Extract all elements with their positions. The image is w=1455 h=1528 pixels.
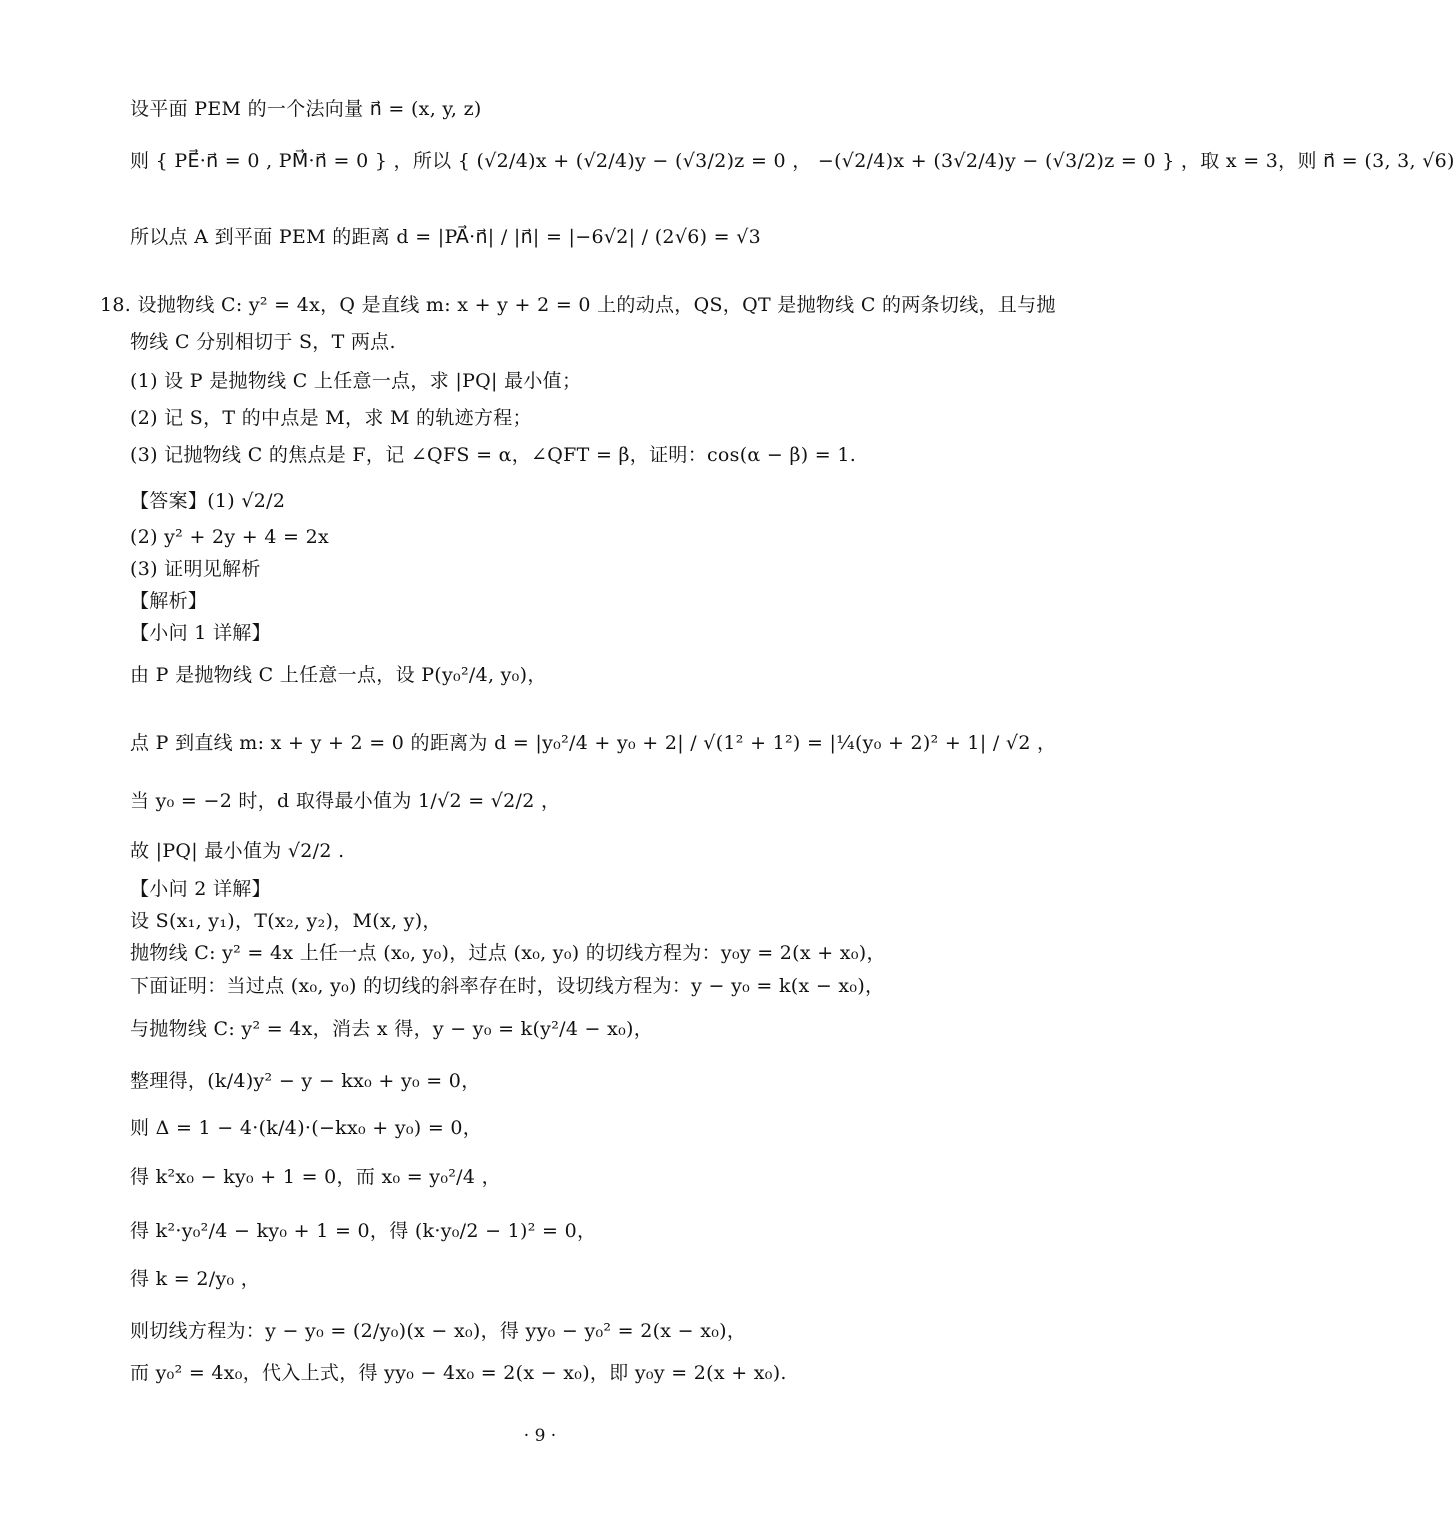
solution-line: 故 |PQ| 最小值为 √2/2 . [130, 840, 345, 862]
solution-line: 得 k²·y₀²/4 − ky₀ + 1 = 0，得 (k·y₀/2 − 1)² = 0， [130, 1220, 597, 1242]
solution-line: 与抛物线 C: y² = 4x，消去 x 得，y − y₀ = k(y²/4 − x₀)， [130, 1018, 654, 1040]
solution-line: 而 y₀² = 4x₀，代入上式，得 yy₀ − 4x₀ = 2(x − x₀)，即 y₀y = 2(x + x₀). [130, 1362, 787, 1384]
question-3: (3) 记抛物线 C 的焦点是 F，记 ∠QFS = α，∠QFT = β，证明：cos(α − β) = 1. [130, 444, 857, 466]
text-line-equation-system: 则 { PE⃗·n⃗ = 0 , PM⃗·n⃗ = 0 } ，所以 { (√2/4)x + (√2/4)y − (√3/2)z = 0 ， −(√2/4)x + (3√2/4)y − (√3/2)z = 0 } ，取 x = 3，则 n⃗ = (3, 3, √6) [130, 150, 1455, 172]
solution-line: 由 P 是抛物线 C 上任意一点，设 P(y₀²/4, y₀)， [130, 664, 547, 686]
solution-line: 整理得，(k/4)y² − y − kx₀ + y₀ = 0， [130, 1070, 481, 1092]
page-number: · 9 · [523, 1426, 557, 1446]
solution-line: 下面证明：当过点 (x₀, y₀) 的切线的斜率存在时，设切线方程为：y − y₀ = k(x − x₀)， [130, 975, 885, 997]
problem-18-statement-cont: 物线 C 分别相切于 S，T 两点. [130, 331, 396, 353]
solution-line: 点 P 到直线 m: x + y + 2 = 0 的距离为 d = |y₀²/4 + y₀ + 2| / √(1² + 1²) = |¼(y₀ + 2)² + 1| / √2 ， [130, 732, 1057, 754]
answer-3: (3) 证明见解析 [130, 558, 261, 580]
solution-line: 抛物线 C: y² = 4x 上任一点 (x₀, y₀)，过点 (x₀, y₀) 的切线方程为：y₀y = 2(x + x₀)， [130, 942, 886, 964]
text-line-distance: 所以点 A 到平面 PEM 的距离 d = |PA⃗·n⃗| / |n⃗| = |−6√2| / (2√6) = √3 [130, 226, 762, 248]
solution-line: 则 Δ = 1 − 4·(k/4)·(−kx₀ + y₀) = 0， [130, 1117, 483, 1139]
question-1: (1) 设 P 是抛物线 C 上任意一点，求 |PQ| 最小值； [130, 370, 582, 392]
analysis-heading: 【解析】 [130, 590, 208, 612]
subquestion-1-heading: 【小问 1 详解】 [130, 622, 271, 644]
answer-2: (2) y² + 2y + 4 = 2x [130, 526, 330, 548]
answer-1: 【答案】(1) √2/2 [130, 490, 286, 512]
solution-line: 当 y₀ = −2 时，d 取得最小值为 1/√2 = √2/2 ， [130, 790, 561, 812]
question-2: (2) 记 S，T 的中点是 M，求 M 的轨迹方程； [130, 407, 532, 429]
solution-line: 设 S(x₁, y₁)，T(x₂, y₂)，M(x, y)， [130, 910, 442, 932]
problem-18-statement: 18. 设抛物线 C: y² = 4x，Q 是直线 m: x + y + 2 = 0 上的动点，QS，QT 是抛物线 C 的两条切线，且与抛 [100, 294, 1056, 316]
solution-line: 得 k = 2/y₀ ， [130, 1268, 261, 1290]
subquestion-2-heading: 【小问 2 详解】 [130, 878, 271, 900]
solution-line: 得 k²x₀ − ky₀ + 1 = 0，而 x₀ = y₀²/4 ， [130, 1166, 501, 1188]
solution-line: 则切线方程为：y − y₀ = (2/y₀)(x − x₀)，得 yy₀ − y₀² = 2(x − x₀)， [130, 1320, 747, 1342]
text-line-normal-vector: 设平面 PEM 的一个法向量 n⃗ = (x, y, z) [130, 98, 482, 120]
